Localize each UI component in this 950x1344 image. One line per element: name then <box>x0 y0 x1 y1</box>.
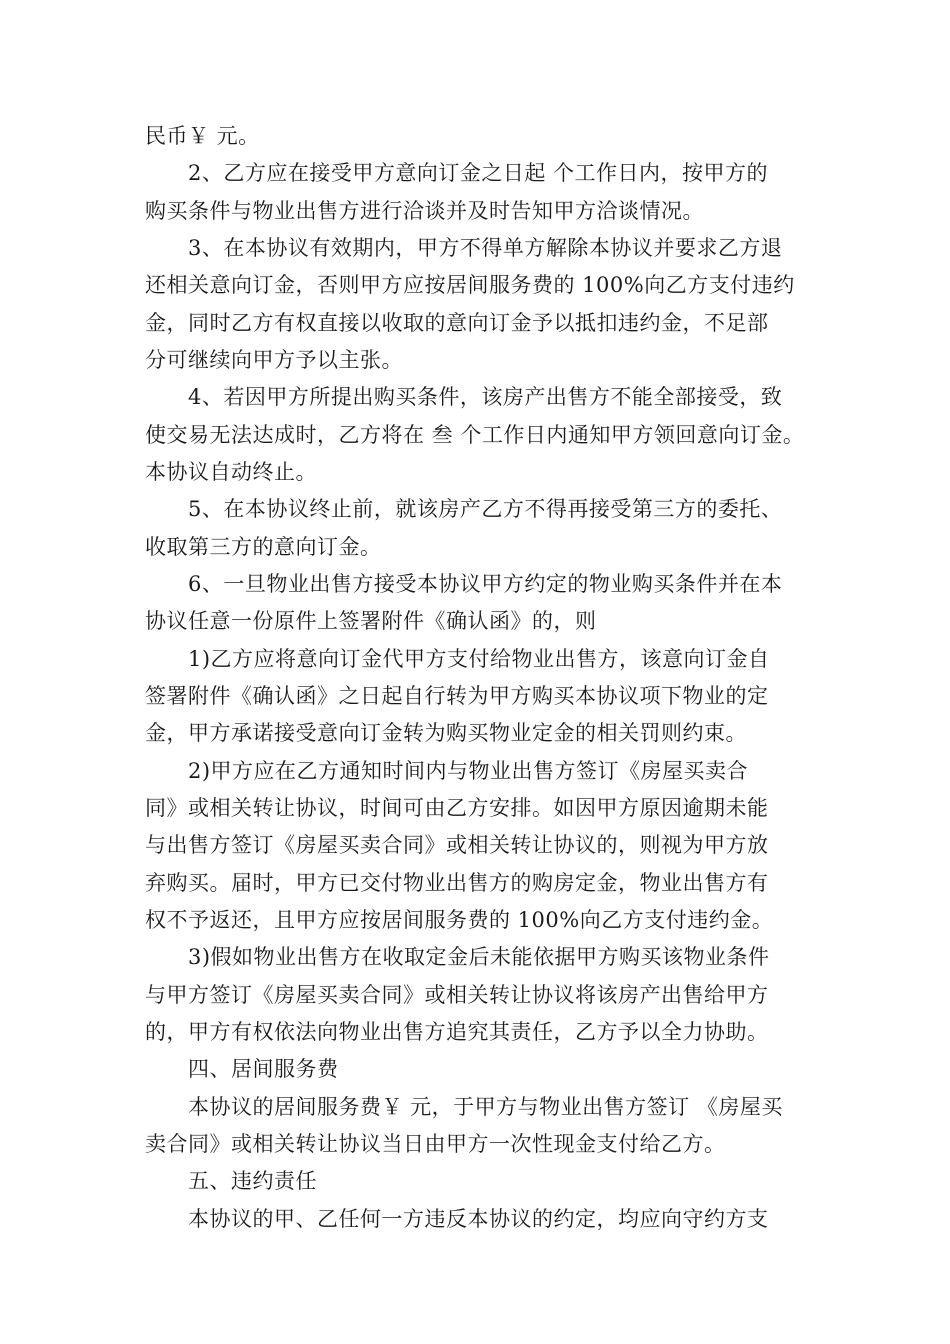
text-line: 卖合同》或相关转让协议当日由甲方一次性现金支付给乙方。 <box>145 1132 726 1156</box>
text-line: 与甲方签订《房屋买卖合同》或相关转让协议将该房产出售给甲方 <box>145 983 769 1007</box>
text-line: 弃购买。届时，甲方已交付物业出售方的购房定金，物业出售方有 <box>145 871 769 895</box>
text-line: 收取第三方的意向订金。 <box>145 535 382 559</box>
text-line: 2)甲方应在乙方通知时间内与物业出售方签订《房屋买卖合 <box>188 759 749 783</box>
text-line: 分可继续向甲方予以主张。 <box>145 348 403 372</box>
text-line: 金，同时乙方有权直接以收取的意向订金予以抵扣违约金，不足部 <box>145 311 769 335</box>
text-line: 本协议的甲、乙任何一方违反本协议的约定，均应向守约方支 <box>188 1207 769 1231</box>
text-line: 协议任意一份原件上签署附件《确认函》的，则 <box>145 609 597 633</box>
text-line: 1)乙方应将意向订金代甲方支付给物业出售方，该意向订金自 <box>188 647 770 671</box>
text-line: 的，甲方有权依法向物业出售方追究其责任，乙方予以全力协助。 <box>145 1020 769 1044</box>
text-line: 3)假如物业出售方在收取定金后未能依据甲方购买该物业条件 <box>188 945 770 969</box>
text-line: 3、在本协议有效期内，甲方不得单方解除本协议并要求乙方退 <box>188 236 783 260</box>
text-line: 本协议的居间服务费￥ 元，于甲方与物业出售方签订 《房屋买 <box>188 1095 783 1119</box>
text-line: 2、乙方应在接受甲方意向订金之日起 个工作日内，按甲方的 <box>188 161 769 185</box>
section-heading: 五、违约责任 <box>188 1169 317 1193</box>
text-line: 本协议自动终止。 <box>145 460 317 484</box>
text-line: 金，甲方承诺接受意向订金转为购买物业定金的相关罚则约束。 <box>145 721 747 745</box>
text-line: 还相关意向订金，否则甲方应按居间服务费的 100%向乙方支付违约 <box>145 273 795 297</box>
text-line: 5、在本协议终止前，就该房产乙方不得再接受第三方的委托、 <box>188 497 783 521</box>
text-line: 使交易无法达成时，乙方将在 叁 个工作日内通知甲方领回意向订金。 <box>145 423 805 447</box>
text-line: 4、若因甲方所提出购买条件，该房产出售方不能全部接受，致 <box>188 385 783 409</box>
text-line: 民币￥ 元。 <box>145 124 260 148</box>
text-line: 与出售方签订《房屋买卖合同》或相关转让协议的，则视为甲方放 <box>145 833 769 857</box>
text-line: 同》或相关转让协议，时间可由乙方安排。如因甲方原因逾期未能 <box>145 796 769 820</box>
text-line: 购买条件与物业出售方进行洽谈并及时告知甲方洽谈情况。 <box>145 199 704 223</box>
text-line: 6、一旦物业出售方接受本协议甲方约定的物业购买条件并在本 <box>188 572 783 596</box>
section-heading: 四、居间服务费 <box>188 1057 339 1081</box>
text-line: 签署附件《确认函》之日起自行转为甲方购买本协议项下物业的定 <box>145 684 769 708</box>
text-line: 权不予返还，且甲方应按居间服务费的 100%向乙方支付违约金。 <box>145 908 774 932</box>
